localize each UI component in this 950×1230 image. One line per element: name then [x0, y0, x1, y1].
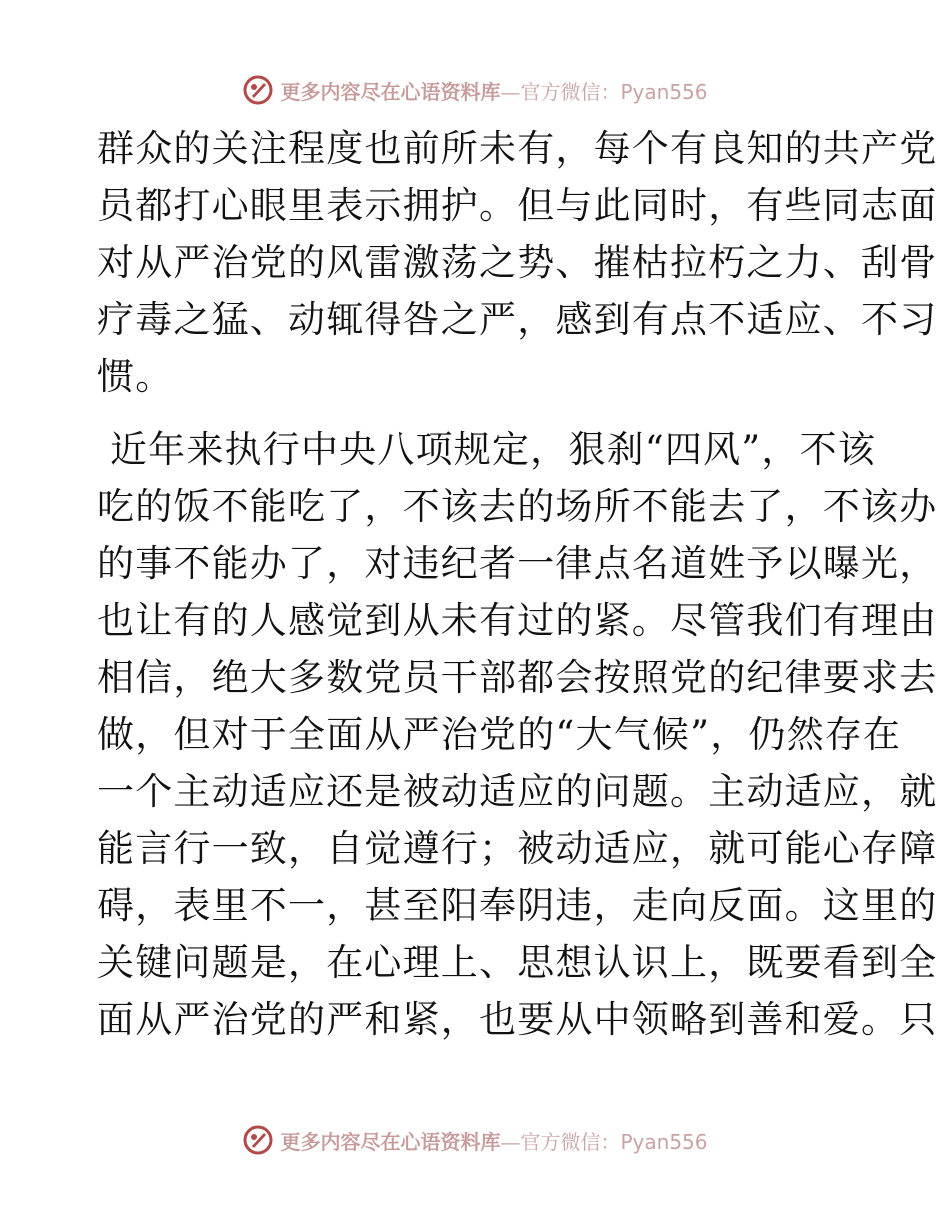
text-line: 吃的饭不能吃了，不该去的场所不能去了，不该办 [97, 485, 938, 528]
text-line: 员都打心眼里表示拥护。但与此同时，有些同志面 [97, 184, 938, 227]
watermark-sub-text: 官方微信： [520, 1129, 621, 1154]
text-line: 碍，表里不一，甚至阳奉阴违，走向反面。这里的 [97, 884, 938, 927]
text-line: 能言行一致，自觉遵行；被动适应，就可能心存障 [97, 827, 938, 870]
watermark-main-text: 更多内容尽在心语资料库 [280, 1129, 501, 1154]
text-line: 做，但对于全面从严治党的“大气候”，仍然存在 [97, 713, 902, 756]
text-line: 面从严治党的严和紧，也要从中领略到善和爱。只 [97, 998, 938, 1041]
text-line: 相信，绝大多数党员干部都会按照党的纪律要求去 [97, 656, 938, 699]
text-line: 对从严治党的风雷激荡之势、摧枯拉朽之力、刮骨 [97, 241, 938, 284]
footer-watermark [0, 1120, 950, 1160]
text-line: 一个主动适应还是被动适应的问题。主动适应，就 [97, 770, 938, 813]
brand-logo-icon [242, 1124, 274, 1156]
text-line: 近年来执行中央八项规定，狠刹“四风”，不该 [97, 428, 876, 471]
paragraph [97, 120, 938, 405]
brand-logo-icon [242, 74, 274, 106]
paragraph [97, 421, 938, 1048]
watermark-separator: — [500, 1129, 521, 1154]
text-line: 的事不能办了，对违纪者一律点名道姓予以曝光， [97, 542, 938, 585]
watermark-separator: — [500, 79, 521, 104]
document-body [97, 120, 938, 1048]
text-line: 也让有的人感觉到从未有过的紧。尽管我们有理由 [97, 599, 938, 642]
paragraph-gap [97, 405, 857, 421]
text-line: 疗毒之猛、动辄得咎之严，感到有点不适应、不习 [97, 298, 938, 341]
text-line: 关键问题是，在心理上、思想认识上，既要看到全 [97, 941, 938, 984]
watermark-wechat-id: Pyan556 [620, 79, 708, 104]
watermark-wechat-id: Pyan556 [620, 1129, 708, 1154]
header-watermark [0, 70, 950, 110]
text-line: 惯。 [97, 355, 174, 398]
watermark-main-text: 更多内容尽在心语资料库 [280, 79, 501, 104]
watermark-text [280, 76, 707, 105]
watermark-text [280, 1126, 707, 1155]
text-line: 群众的关注程度也前所未有，每个有良知的共产党 [97, 127, 938, 170]
watermark-sub-text: 官方微信： [520, 79, 621, 104]
